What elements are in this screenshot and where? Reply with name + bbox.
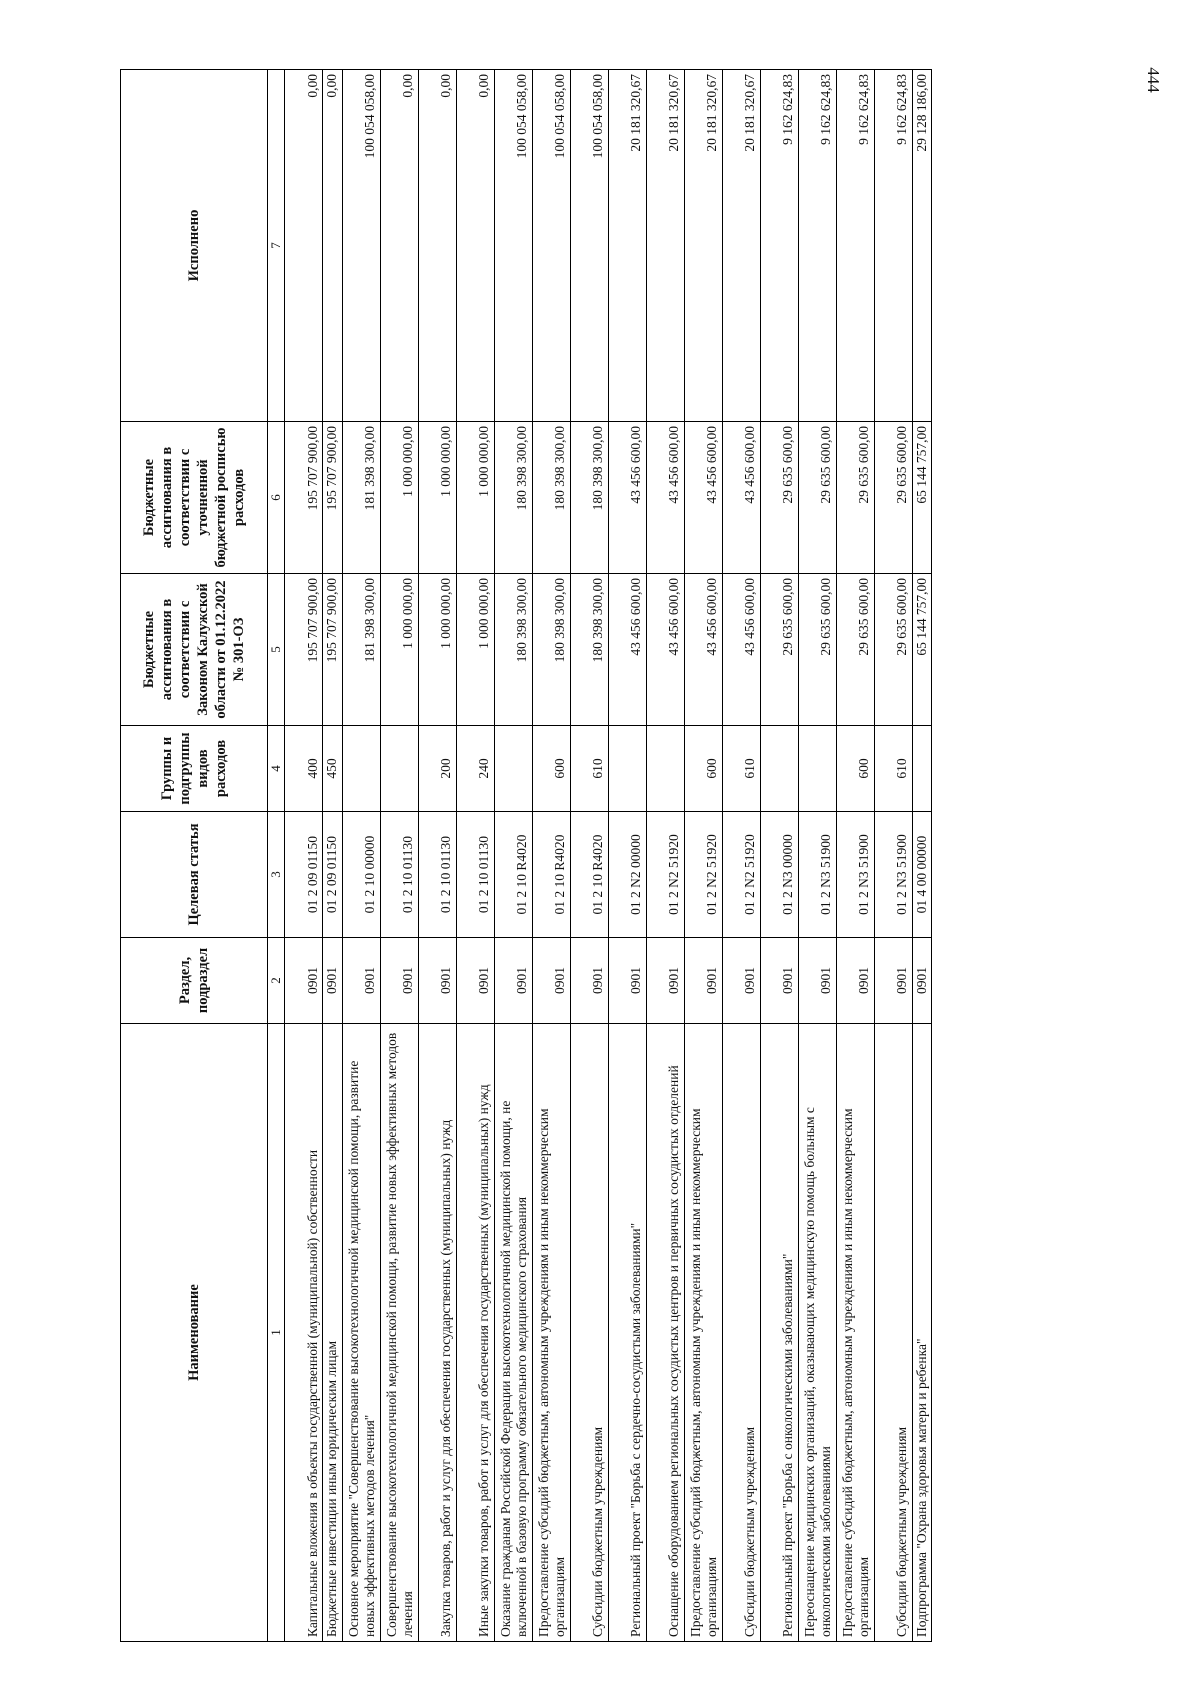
row-section-cell: 0901 [342,938,380,1024]
row-law-allocation-cell: 1 000 000,00 [418,574,456,726]
row-group-cell [912,726,931,812]
row-law-allocation-cell: 65 144 757,00 [912,574,931,726]
row-section-cell: 0901 [323,938,342,1024]
table-row [285,70,323,1642]
row-section-cell: 0901 [684,938,722,1024]
row-target-cell: 01 2 10 01130 [380,812,418,938]
row-executed-cell: 9 162 624,83 [836,70,874,422]
row-section-cell: 0901 [418,938,456,1024]
row-group-cell: 200 [418,726,456,812]
row-target-cell: 01 2 09 01150 [285,812,323,938]
page-number: 444 [1143,67,1163,93]
table-row [608,70,646,1642]
row-budget-allocation-cell: 180 398 300,00 [532,422,570,574]
row-group-cell [380,726,418,812]
row-law-allocation-cell: 195 707 900,00 [285,574,323,726]
row-section-cell: 0901 [722,938,760,1024]
row-name-cell: Субсидии бюджетным учреждениям [570,1024,608,1642]
row-executed-cell: 0,00 [285,70,323,422]
row-budget-allocation-cell: 29 635 600,00 [874,422,912,574]
row-name-cell: Бюджетные инвестиции иным юридическим лицам [323,1024,342,1642]
row-target-cell: 01 2 10 00000 [342,812,380,938]
row-group-cell: 610 [874,726,912,812]
row-executed-cell: 100 054 058,00 [532,70,570,422]
column-number: 4 [268,726,285,812]
table-row [532,70,570,1642]
row-budget-allocation-cell: 43 456 600,00 [608,422,646,574]
row-group-cell [608,726,646,812]
row-law-allocation-cell: 43 456 600,00 [722,574,760,726]
row-law-allocation-cell: 43 456 600,00 [608,574,646,726]
row-target-cell: 01 2 10 01130 [456,812,494,938]
row-executed-cell: 0,00 [380,70,418,422]
row-group-cell: 600 [684,726,722,812]
row-law-allocation-cell: 29 635 600,00 [836,574,874,726]
header-group: Группы и подгруппы видов расходов [121,726,268,812]
row-section-cell: 0901 [285,938,323,1024]
row-law-allocation-cell: 180 398 300,00 [570,574,608,726]
row-section-cell: 0901 [646,938,684,1024]
table-row [646,70,684,1642]
row-name-cell: Переоснащение медицинских организаций, оказывающих медицинскую помощь больным с онкологическими заболеваниями [798,1024,836,1642]
row-budget-allocation-cell: 195 707 900,00 [285,422,323,574]
table-row [456,70,494,1642]
row-budget-allocation-cell: 1 000 000,00 [456,422,494,574]
row-section-cell: 0901 [798,938,836,1024]
row-law-allocation-cell: 1 000 000,00 [456,574,494,726]
column-number: 3 [268,812,285,938]
table-row [323,70,342,1642]
column-number: 2 [268,938,285,1024]
row-name-cell: Оснащение оборудованием региональных сосудистых центров и первичных сосудистых отделений [646,1024,684,1642]
row-group-cell [494,726,532,812]
row-name-cell: Предоставление субсидий бюджетным, автономным учреждениям и иным некоммерческим организациям [836,1024,874,1642]
row-name-cell: Региональный проект "Борьба с онкологическими заболеваниями" [760,1024,798,1642]
row-group-cell [798,726,836,812]
row-name-cell: Субсидии бюджетным учреждениям [874,1024,912,1642]
column-number: 5 [268,574,285,726]
row-target-cell: 01 2 N3 51900 [798,812,836,938]
row-name-cell: Иные закупки товаров, работ и услуг для обеспечения государственных (муниципальных) нужд [456,1024,494,1642]
header-row [121,70,268,1642]
row-group-cell: 450 [323,726,342,812]
row-name-cell: Предоставление субсидий бюджетным, автономным учреждениям и иным некоммерческим организациям [684,1024,722,1642]
row-section-cell: 0901 [608,938,646,1024]
row-law-allocation-cell: 43 456 600,00 [684,574,722,726]
row-target-cell: 01 2 N2 51920 [684,812,722,938]
table-row [418,70,456,1642]
row-budget-allocation-cell: 29 635 600,00 [798,422,836,574]
row-section-cell: 0901 [380,938,418,1024]
row-section-cell: 0901 [912,938,931,1024]
row-executed-cell: 20 181 320,67 [646,70,684,422]
row-section-cell: 0901 [760,938,798,1024]
header-section: Раздел, подраздел [121,938,268,1024]
row-section-cell: 0901 [836,938,874,1024]
row-law-allocation-cell: 29 635 600,00 [874,574,912,726]
row-target-cell: 01 2 N3 51900 [874,812,912,938]
row-group-cell: 610 [570,726,608,812]
column-number-row [268,70,285,1642]
row-group-cell: 610 [722,726,760,812]
row-executed-cell: 20 181 320,67 [722,70,760,422]
row-executed-cell: 20 181 320,67 [608,70,646,422]
row-law-allocation-cell: 29 635 600,00 [760,574,798,726]
table-row [380,70,418,1642]
row-budget-allocation-cell: 43 456 600,00 [684,422,722,574]
row-executed-cell: 20 181 320,67 [684,70,722,422]
row-name-cell: Субсидии бюджетным учреждениям [722,1024,760,1642]
row-group-cell [342,726,380,812]
table-row [874,70,912,1642]
table-row [722,70,760,1642]
table-row [798,70,836,1642]
row-group-cell [646,726,684,812]
row-name-cell: Подпрограмма "Охрана здоровья матери и ребенка" [912,1024,931,1642]
row-budget-allocation-cell: 181 398 300,00 [342,422,380,574]
row-target-cell: 01 2 N3 51900 [836,812,874,938]
row-name-cell: Оказание гражданам Российской Федерации высокотехнологичной медицинской помощи, не включенной в базовую программу обязательного медицинского страхования [494,1024,532,1642]
row-law-allocation-cell: 195 707 900,00 [323,574,342,726]
column-number: 7 [268,70,285,422]
row-budget-allocation-cell: 43 456 600,00 [646,422,684,574]
row-name-cell: Основное мероприятие "Совершенствование высокотехнологичной медицинской помощи, развитие новых эффективных методов лечения" [342,1024,380,1642]
row-target-cell: 01 2 10 01130 [418,812,456,938]
table-row [912,70,931,1642]
budget-table-sheet [120,70,1110,1642]
row-executed-cell: 0,00 [418,70,456,422]
row-name-cell: Совершенствование высокотехнологичной медицинской помощи, развитие новых эффективных методов лечения [380,1024,418,1642]
row-section-cell: 0901 [456,938,494,1024]
row-budget-allocation-cell: 65 144 757,00 [912,422,931,574]
row-section-cell: 0901 [874,938,912,1024]
row-name-cell: Закупка товаров, работ и услуг для обеспечения государственных (муниципальных) нужд [418,1024,456,1642]
row-section-cell: 0901 [570,938,608,1024]
budget-execution-table [120,69,932,1642]
row-name-cell: Предоставление субсидий бюджетным, автономным учреждениям и иным некоммерческим организациям [532,1024,570,1642]
column-number: 6 [268,422,285,574]
row-target-cell: 01 2 N2 00000 [608,812,646,938]
row-budget-allocation-cell: 43 456 600,00 [722,422,760,574]
row-target-cell: 01 2 N2 51920 [722,812,760,938]
header-executed: Исполнено [121,70,268,422]
row-executed-cell: 9 162 624,83 [874,70,912,422]
row-law-allocation-cell: 43 456 600,00 [646,574,684,726]
row-group-cell [760,726,798,812]
row-section-cell: 0901 [532,938,570,1024]
row-name-cell: Региональный проект "Борьба с сердечно-сосудистыми заболеваниями" [608,1024,646,1642]
row-executed-cell: 9 162 624,83 [760,70,798,422]
header-budget-allocations: Бюджетные ассигнования в соответствии с уточненной бюджетной росписью расходов [121,422,268,574]
header-target: Целевая статья [121,812,268,938]
row-target-cell: 01 2 09 01150 [323,812,342,938]
row-budget-allocation-cell: 29 635 600,00 [836,422,874,574]
row-group-cell: 600 [532,726,570,812]
row-group-cell: 600 [836,726,874,812]
row-executed-cell: 0,00 [456,70,494,422]
row-executed-cell: 100 054 058,00 [570,70,608,422]
row-law-allocation-cell: 1 000 000,00 [380,574,418,726]
row-group-cell: 400 [285,726,323,812]
row-executed-cell: 100 054 058,00 [494,70,532,422]
row-budget-allocation-cell: 1 000 000,00 [380,422,418,574]
row-budget-allocation-cell: 195 707 900,00 [323,422,342,574]
column-number: 1 [268,1024,285,1642]
row-budget-allocation-cell: 1 000 000,00 [418,422,456,574]
header-name: Наименование [121,1024,268,1642]
row-target-cell: 01 4 00 00000 [912,812,931,938]
row-budget-allocation-cell: 180 398 300,00 [494,422,532,574]
row-target-cell: 01 2 N2 51920 [646,812,684,938]
row-name-cell: Капитальные вложения в объекты государственной (муниципальной) собственности [285,1024,323,1642]
row-budget-allocation-cell: 29 635 600,00 [760,422,798,574]
row-law-allocation-cell: 180 398 300,00 [494,574,532,726]
row-target-cell: 01 2 10 R4020 [494,812,532,938]
row-section-cell: 0901 [494,938,532,1024]
row-executed-cell: 9 162 624,83 [798,70,836,422]
row-law-allocation-cell: 181 398 300,00 [342,574,380,726]
table-row [570,70,608,1642]
header-law-allocations: Бюджетные ассигнования в соответствии с Законом Калужской области от 01.12.2022 № 301-ОЗ [121,574,268,726]
row-target-cell: 01 2 10 R4020 [532,812,570,938]
row-target-cell: 01 2 10 R4020 [570,812,608,938]
table-row [342,70,380,1642]
table-row [836,70,874,1642]
row-executed-cell: 29 128 186,00 [912,70,931,422]
row-budget-allocation-cell: 180 398 300,00 [570,422,608,574]
row-target-cell: 01 2 N3 00000 [760,812,798,938]
row-law-allocation-cell: 180 398 300,00 [532,574,570,726]
table-row [494,70,532,1642]
row-law-allocation-cell: 29 635 600,00 [798,574,836,726]
table-row [760,70,798,1642]
row-group-cell: 240 [456,726,494,812]
row-executed-cell: 0,00 [323,70,342,422]
table-row [684,70,722,1642]
row-executed-cell: 100 054 058,00 [342,70,380,422]
